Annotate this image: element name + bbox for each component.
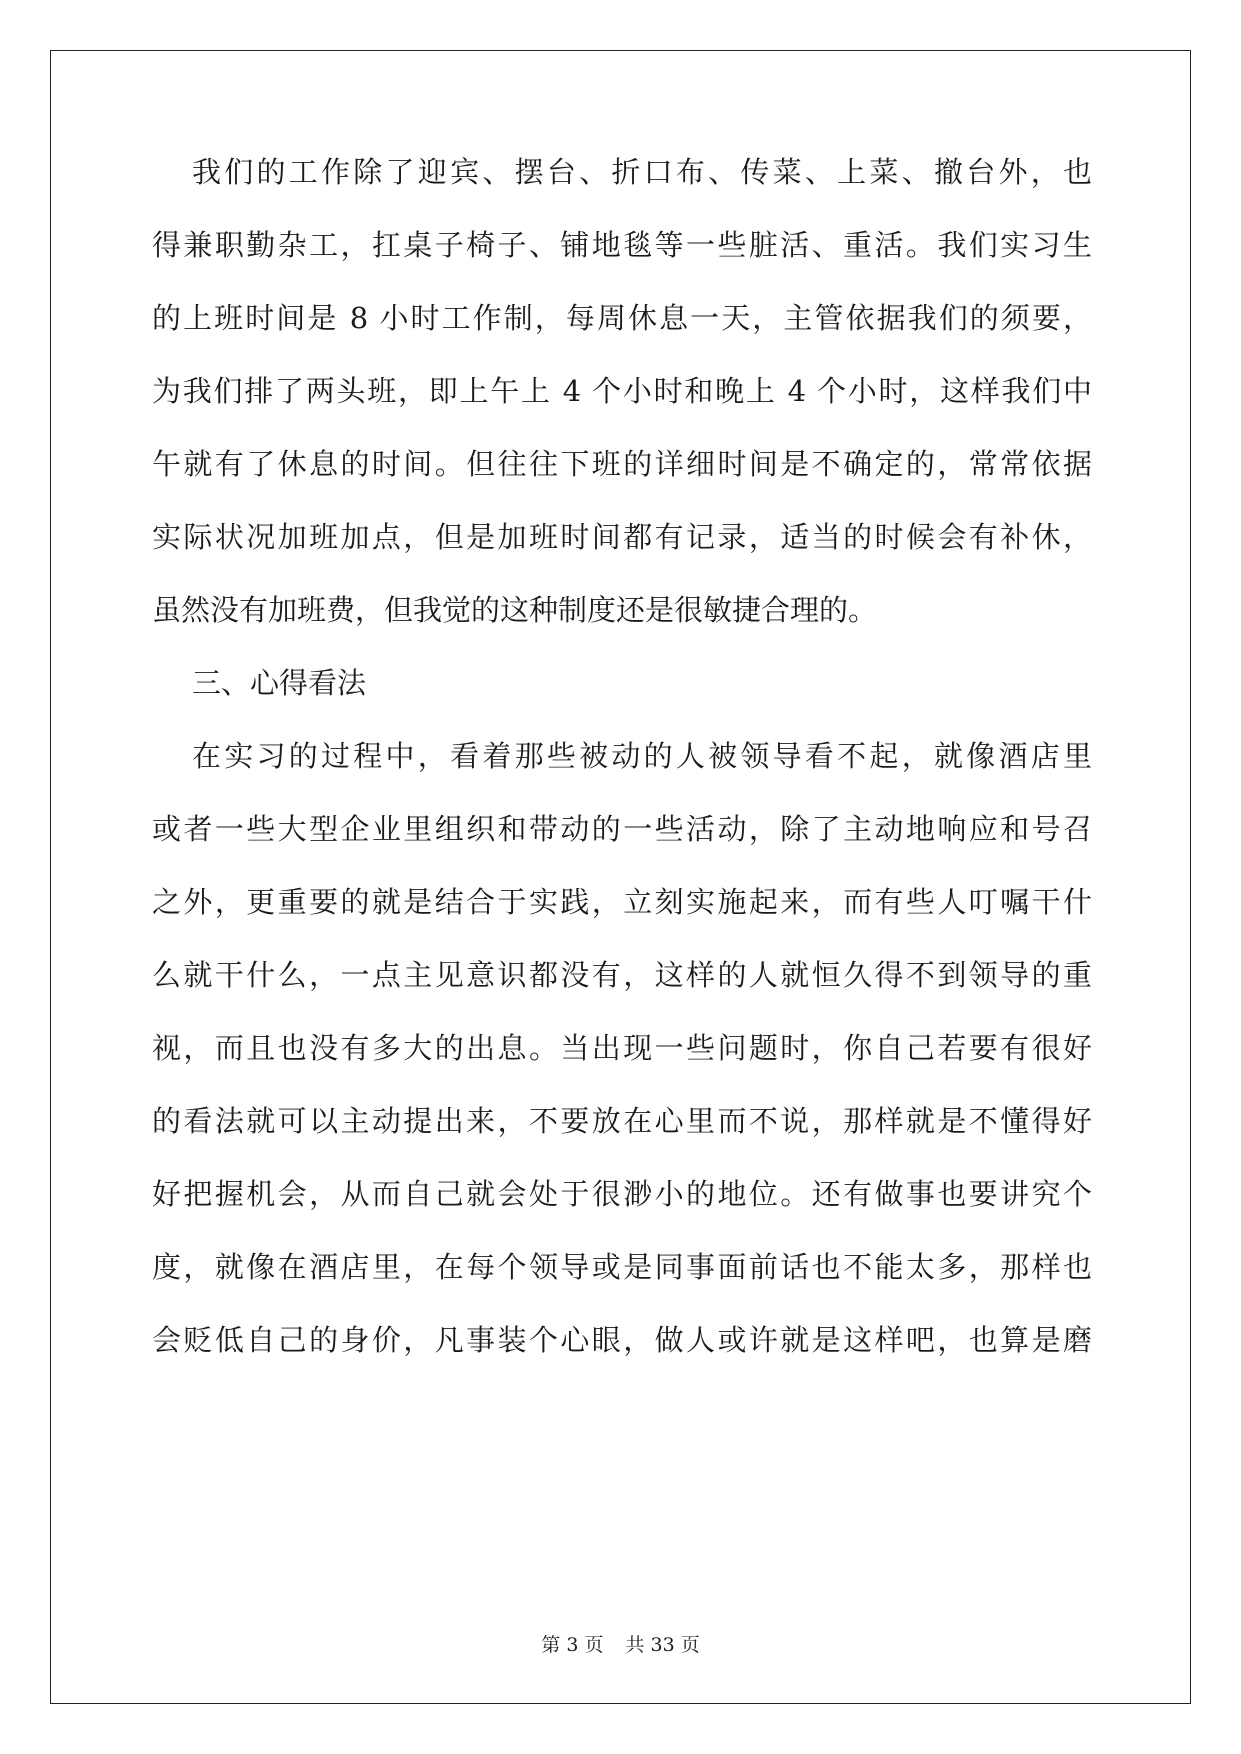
paragraph-line: 好把握机会，从而自己就会处于很渺小的地位。还有做事也要讲究个 [152, 1177, 1092, 1211]
paragraph-line: 虽然没有加班费，但我觉的这种制度还是很敏捷合理的。 [152, 593, 878, 627]
page-number: 第 3 页 [541, 1634, 604, 1656]
paragraph-line: 在实习的过程中，看着那些被动的人被领导看不起，就像酒店里 [192, 739, 1092, 773]
section-heading: 三、心得看法 [192, 666, 367, 700]
paragraph-line: 么就干什么，一点主见意识都没有，这样的人就恒久得不到领导的重 [152, 958, 1092, 992]
paragraph-line: 视，而且也没有多大的出息。当出现一些问题时，你自己若要有很好 [152, 1031, 1092, 1065]
page-total: 共 33 页 [625, 1634, 700, 1656]
paragraph-line: 午就有了休息的时间。但往往下班的详细时间是不确定的，常常依据 [152, 447, 1092, 481]
paragraph-line: 为我们排了两头班，即上午上 4 个小时和晚上 4 个小时，这样我们中 [152, 374, 1092, 408]
paragraph-line: 得兼职勤杂工，扛桌子椅子、铺地毯等一些脏活、重活。我们实习生 [152, 228, 1092, 262]
paragraph-line: 的上班时间是 8 小时工作制，每周休息一天，主管依据我们的须要， [152, 301, 1092, 335]
paragraph-line: 会贬低自己的身价，凡事装个心眼，做人或许就是这样吧，也算是磨 [152, 1323, 1092, 1357]
paragraph-line: 的看法就可以主动提出来，不要放在心里而不说，那样就是不懂得好 [152, 1104, 1092, 1138]
paragraph-line: 之外，更重要的就是结合于实践，立刻实施起来，而有些人叮嘱干什 [152, 885, 1092, 919]
page-footer [0, 1630, 1241, 1660]
paragraph-line: 度，就像在酒店里，在每个领导或是同事面前话也不能太多，那样也 [152, 1250, 1092, 1284]
paragraph-line: 实际状况加班加点，但是加班时间都有记录，适当的时候会有补休， [152, 520, 1092, 554]
paragraph-line: 我们的工作除了迎宾、摆台、折口布、传菜、上菜、撤台外，也 [192, 155, 1092, 189]
paragraph-line: 或者一些大型企业里组织和带动的一些活动，除了主动地响应和号召 [152, 812, 1092, 846]
